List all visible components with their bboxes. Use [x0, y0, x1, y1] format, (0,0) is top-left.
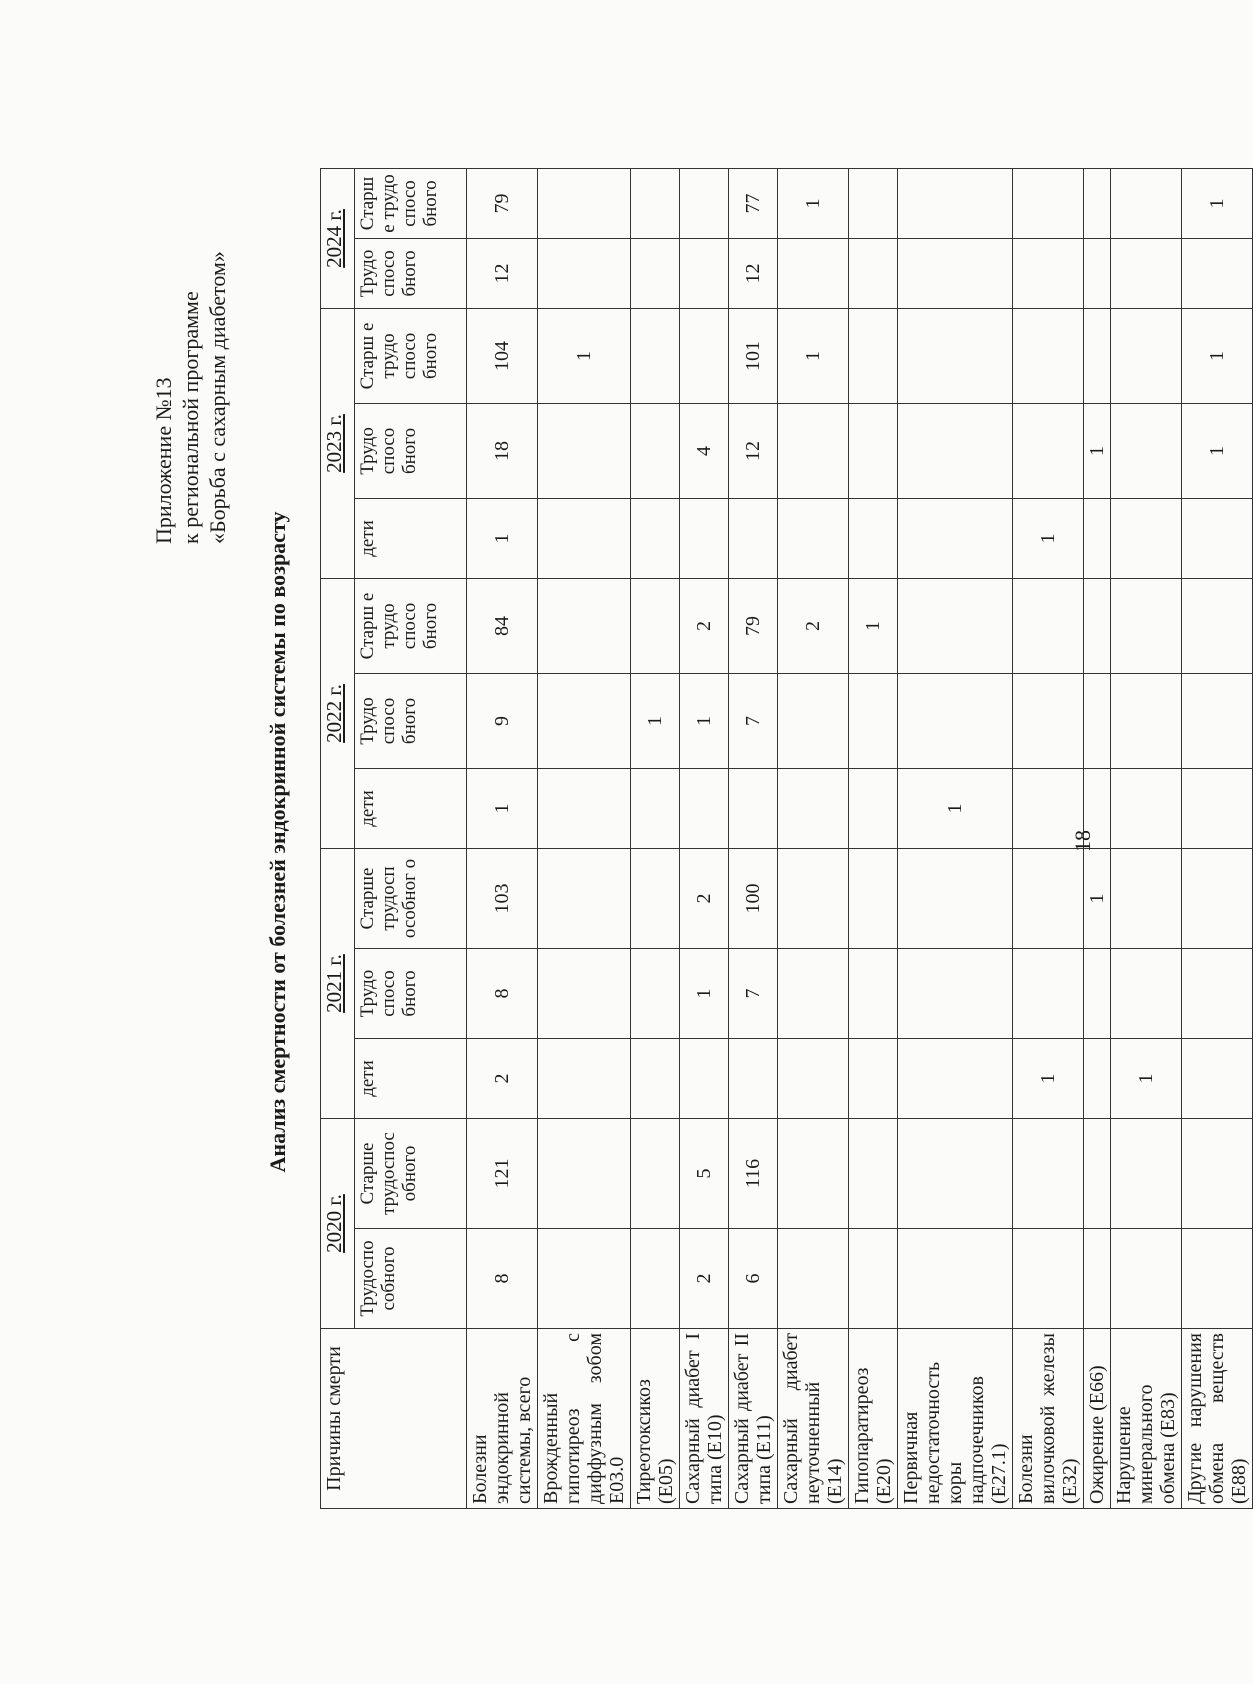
value-cell: 1 [538, 308, 631, 403]
value-cell: 1 [1013, 1039, 1084, 1119]
value-cell [631, 1119, 680, 1229]
value-cell [1013, 949, 1084, 1039]
value-cell [849, 308, 898, 403]
value-cell [1013, 403, 1084, 498]
value-cell [898, 308, 1013, 403]
year-header-2020: 2020 г. [321, 1119, 355, 1329]
value-cell [538, 238, 631, 308]
value-cell [898, 498, 1013, 578]
annex-line-1: Приложение №13 [151, 377, 176, 544]
value-cell [1013, 673, 1084, 768]
value-cell: 1 [778, 168, 849, 238]
value-cell: 1 [1084, 403, 1111, 498]
value-cell: 8 [467, 949, 538, 1039]
cause-cell: Врожденный гипотиреоз с диффузным зобом Е03.0 [538, 1329, 631, 1509]
value-cell [1182, 578, 1253, 673]
value-cell [849, 238, 898, 308]
value-cell [1013, 1229, 1084, 1329]
value-cell [849, 1039, 898, 1119]
value-cell: 1 [1111, 1039, 1182, 1119]
value-cell [1111, 168, 1182, 238]
cause-cell: Ожирение (Е66) [1084, 1329, 1111, 1509]
value-cell [1111, 949, 1182, 1039]
value-cell [898, 1119, 1013, 1229]
value-cell: 116 [729, 1119, 778, 1229]
value-cell: 79 [729, 578, 778, 673]
subheader-2021-older: Старше трудосп особног о [355, 848, 467, 948]
value-cell [1182, 498, 1253, 578]
subheader-2020-older: Старше трудоспос обного [355, 1119, 467, 1229]
value-cell [1182, 1119, 1253, 1229]
subheader-2023-older: Старш е трудо спосо бного [355, 308, 467, 403]
value-cell [898, 1039, 1013, 1119]
value-cell [680, 498, 729, 578]
subheader-2023-children: дети [355, 498, 467, 578]
value-cell [849, 768, 898, 848]
value-cell: 2 [680, 1229, 729, 1329]
cause-cell: Гипопаратиреоз (Е20) [849, 1329, 898, 1509]
value-cell: 6 [729, 1229, 778, 1329]
value-cell [778, 673, 849, 768]
subheader-2024-older: Старш е трудо спосо бного [355, 168, 467, 238]
value-cell [631, 768, 680, 848]
table-row [1182, 168, 1253, 1508]
value-cell [1013, 238, 1084, 308]
value-cell [631, 848, 680, 948]
value-cell [849, 168, 898, 238]
cause-column-header: Причины смерти [321, 1329, 467, 1509]
table-row [680, 168, 729, 1508]
value-cell [849, 949, 898, 1039]
table-row [729, 168, 778, 1508]
table-body [467, 168, 1253, 1508]
value-cell [1111, 1229, 1182, 1329]
value-cell [1084, 1039, 1111, 1119]
value-cell: 2 [778, 578, 849, 673]
value-cell [538, 403, 631, 498]
value-cell [1111, 673, 1182, 768]
value-cell [1182, 949, 1253, 1039]
value-cell [1111, 768, 1182, 848]
value-cell [1084, 673, 1111, 768]
value-cell [898, 848, 1013, 948]
cause-cell: Сахарный диабет I типа (Е10) [680, 1329, 729, 1509]
value-cell [1084, 949, 1111, 1039]
value-cell [1013, 168, 1084, 238]
value-cell: 2 [467, 1039, 538, 1119]
value-cell [1182, 848, 1253, 948]
cause-cell: Сахарный диабет II типа (Е11) [729, 1329, 778, 1509]
value-cell [1084, 1229, 1111, 1329]
cause-cell: Сахарный диабет неуточненный (Е14) [778, 1329, 849, 1509]
subheader-2024-working: Трудо спосо бного [355, 238, 467, 308]
value-cell: 1 [898, 768, 1013, 848]
table-row [467, 168, 538, 1508]
value-cell [729, 1039, 778, 1119]
subheader-2022-children: дети [355, 768, 467, 848]
value-cell: 5 [680, 1119, 729, 1229]
value-cell: 1 [680, 949, 729, 1039]
subheader-2020-working: Трудоспо собного [355, 1229, 467, 1329]
value-cell [1111, 1119, 1182, 1229]
subheader-2022-older: Старш е трудо спосо бного [355, 578, 467, 673]
table-row [898, 168, 1013, 1508]
value-cell: 1 [778, 308, 849, 403]
value-cell [898, 403, 1013, 498]
value-cell [849, 498, 898, 578]
value-cell [729, 498, 778, 578]
value-cell: 77 [729, 168, 778, 238]
value-cell [680, 168, 729, 238]
value-cell [631, 498, 680, 578]
value-cell [631, 238, 680, 308]
value-cell [631, 1229, 680, 1329]
value-cell [1084, 308, 1111, 403]
cause-cell: Первичная недостаточность коры надпочечников (Е27.1) [898, 1329, 1013, 1509]
value-cell [849, 1229, 898, 1329]
value-cell [1111, 578, 1182, 673]
value-cell: 1 [631, 673, 680, 768]
value-cell: 18 [467, 403, 538, 498]
value-cell [1111, 238, 1182, 308]
value-cell [778, 1119, 849, 1229]
value-cell: 1 [1013, 498, 1084, 578]
mortality-table [320, 168, 1253, 1509]
value-cell [538, 848, 631, 948]
table-row [778, 168, 849, 1508]
value-cell [778, 1039, 849, 1119]
subheader-2023-working: Трудо спосо бного [355, 403, 467, 498]
value-cell [1013, 308, 1084, 403]
value-cell [849, 673, 898, 768]
value-cell [1013, 1119, 1084, 1229]
value-cell [898, 238, 1013, 308]
subheader-2021-working: Трудо спосо бного [355, 949, 467, 1039]
value-cell [898, 168, 1013, 238]
document-title: Анализ смертности от болезней эндокринной системы по возрасту [265, 511, 290, 1173]
table-row [631, 168, 680, 1508]
value-cell [849, 403, 898, 498]
cause-cell: Тиреотоксикоз (Е05) [631, 1329, 680, 1509]
value-cell [1111, 308, 1182, 403]
annex-header [150, 251, 231, 544]
value-cell [1111, 498, 1182, 578]
value-cell: 84 [467, 578, 538, 673]
value-cell: 121 [467, 1119, 538, 1229]
value-cell [538, 949, 631, 1039]
annex-line-2: к региональной программе [178, 291, 203, 544]
value-cell [729, 768, 778, 848]
value-cell: 2 [680, 578, 729, 673]
value-cell [680, 768, 729, 848]
value-cell [778, 848, 849, 948]
value-cell [631, 1039, 680, 1119]
value-cell: 1 [1182, 168, 1253, 238]
value-cell: 9 [467, 673, 538, 768]
value-cell [538, 1119, 631, 1229]
value-cell: 79 [467, 168, 538, 238]
value-cell [849, 848, 898, 948]
value-cell: 1 [1182, 308, 1253, 403]
value-cell: 7 [729, 673, 778, 768]
subheader-2022-working: Трудо спосо бного [355, 673, 467, 768]
value-cell [1182, 1039, 1253, 1119]
value-cell [1084, 168, 1111, 238]
table-row [849, 168, 898, 1508]
value-cell [538, 498, 631, 578]
value-cell: 12 [467, 238, 538, 308]
value-cell: 2 [680, 848, 729, 948]
value-cell [778, 403, 849, 498]
value-cell [631, 308, 680, 403]
value-cell [1182, 768, 1253, 848]
value-cell: 100 [729, 848, 778, 948]
value-cell: 1 [467, 768, 538, 848]
value-cell [680, 238, 729, 308]
value-cell [898, 1229, 1013, 1329]
value-cell [778, 768, 849, 848]
value-cell: 1 [1182, 403, 1253, 498]
value-cell [898, 578, 1013, 673]
value-cell [631, 403, 680, 498]
value-cell [1013, 578, 1084, 673]
value-cell [631, 949, 680, 1039]
value-cell [1084, 238, 1111, 308]
value-cell [680, 308, 729, 403]
value-cell [1084, 498, 1111, 578]
value-cell [538, 673, 631, 768]
year-header-2021: 2021 г. [321, 848, 355, 1118]
cause-cell: Нарушение минерального обмена (Е83) [1111, 1329, 1182, 1509]
value-cell [631, 578, 680, 673]
value-cell [1084, 578, 1111, 673]
value-cell: 12 [729, 238, 778, 308]
annex-line-3: «Борьба с сахарным диабетом» [205, 251, 230, 544]
value-cell: 4 [680, 403, 729, 498]
cause-cell: Другие нарушения обмена веществ (Е88) [1182, 1329, 1253, 1509]
year-header-2024: 2024 г. [321, 168, 355, 308]
table-row [538, 168, 631, 1508]
value-cell [1182, 238, 1253, 308]
value-cell [1111, 848, 1182, 948]
value-cell: 1 [1084, 848, 1111, 948]
value-cell [778, 949, 849, 1039]
value-cell: 104 [467, 308, 538, 403]
value-cell: 7 [729, 949, 778, 1039]
value-cell [778, 238, 849, 308]
value-cell [538, 1229, 631, 1329]
year-header-2022: 2022 г. [321, 578, 355, 848]
page-number: 18 [1070, 830, 1095, 852]
value-cell [1084, 1119, 1111, 1229]
year-header-2023: 2023 г. [321, 308, 355, 578]
value-cell [1013, 848, 1084, 948]
value-cell [631, 168, 680, 238]
value-cell: 1 [849, 578, 898, 673]
value-cell: 1 [680, 673, 729, 768]
value-cell: 12 [729, 403, 778, 498]
table-row [1111, 168, 1182, 1508]
value-cell: 8 [467, 1229, 538, 1329]
value-cell [778, 498, 849, 578]
value-cell [898, 673, 1013, 768]
value-cell [538, 578, 631, 673]
value-cell [538, 168, 631, 238]
value-cell: 101 [729, 308, 778, 403]
value-cell: 1 [467, 498, 538, 578]
value-cell [898, 949, 1013, 1039]
subheader-2021-children: дети [355, 1039, 467, 1119]
value-cell [680, 1039, 729, 1119]
cause-cell: Болезни эндокринной системы, всего [467, 1329, 538, 1509]
value-cell [1182, 1229, 1253, 1329]
cause-cell: Болезни вилочковой железы (Е32) [1013, 1329, 1084, 1509]
value-cell [1111, 403, 1182, 498]
value-cell [538, 768, 631, 848]
value-cell: 103 [467, 848, 538, 948]
value-cell [849, 1119, 898, 1229]
value-cell [778, 1229, 849, 1329]
value-cell [538, 1039, 631, 1119]
value-cell [1182, 673, 1253, 768]
